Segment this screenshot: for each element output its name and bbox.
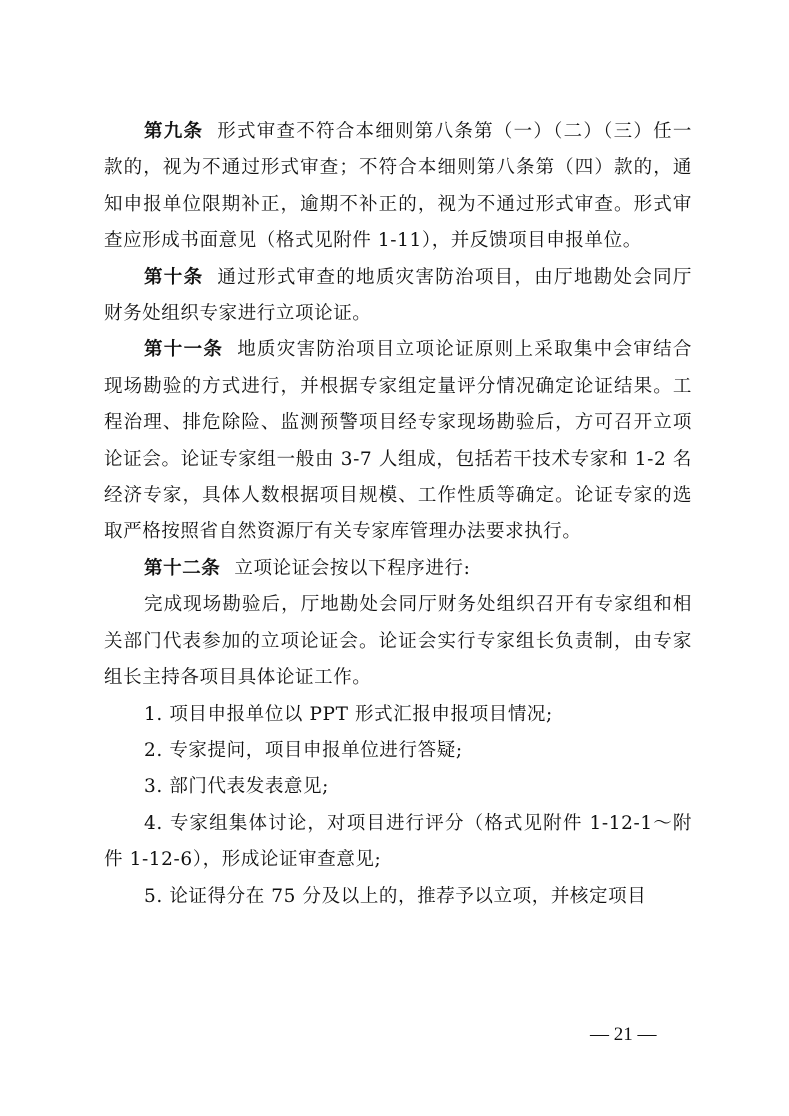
article-9-paragraph [104, 114, 692, 260]
paragraph-text: 3. 部门代表发表意见; [144, 776, 329, 798]
procedure-step-5 [104, 879, 692, 915]
page-number: — 21 — [590, 1024, 657, 1045]
paragraph-text: 立项论证会按以下程序进行: [234, 557, 471, 579]
paragraph-text: 形式审查不符合本细则第八条第（一）（二）（三）任一款的，视为不通过形式审查；不符合本细则第八条第（四）款的，通知申报单位限期补正，逾期不补正的，视为不通过形式审查。形式审查应形成书面意见（格式见附件 1-11），并反馈项目申报单位。 [104, 121, 692, 252]
article-11-paragraph [104, 332, 692, 550]
article-12-paragraph [104, 551, 692, 587]
paragraph-text: 1. 项目申报单位以 PPT 形式汇报申报项目情况; [144, 703, 553, 725]
article-heading: 第十一条 [144, 339, 224, 361]
paragraph-text: 4. 专家组集体讨论，对项目进行评分（格式见附件 1-12-1～附件 1-12-6），形成论证审查意见; [104, 812, 692, 871]
paragraph-text: 地质灾害防治项目立项论证原则上采取集中会审结合现场勘验的方式进行，并根据专家组定量评分情况确定论证结果。工程治理、排危除险、监测预警项目经专家现场勘验后，方可召开立项论证会。论证专家组一般由 3-7 人组成，包括若干技术专家和 1-2 名经济专家，具体人数根据项目规模、工作性质等确定。论证专家的选取严格按照省自然资源厅有关专家库管理办法要求执行。 [104, 339, 692, 543]
document-body [104, 114, 692, 915]
article-heading: 第九条 [144, 121, 204, 142]
paragraph-text: 5. 论证得分在 75 分及以上的，推荐予以立项，并核定项目 [144, 885, 647, 907]
procedure-intro-paragraph [104, 587, 692, 696]
paragraph-text: 通过形式审查的地质灾害防治项目，由厅地勘处会同厅财务处组织专家进行立项论证。 [104, 266, 692, 325]
procedure-step-3 [104, 769, 692, 805]
procedure-step-2 [104, 733, 692, 769]
article-10-paragraph [104, 260, 692, 333]
procedure-step-1 [104, 697, 692, 733]
paragraph-text: 2. 专家提问，项目申报单位进行答疑; [144, 739, 463, 761]
article-heading: 第十二条 [144, 557, 221, 579]
article-heading: 第十条 [144, 266, 204, 288]
procedure-step-4 [104, 806, 692, 879]
paragraph-text: 完成现场勘验后，厅地勘处会同厅财务处组织召开有专家组和相关部门代表参加的立项论证会。论证会实行专家组长负责制，由专家组长主持各项目具体论证工作。 [104, 594, 692, 689]
